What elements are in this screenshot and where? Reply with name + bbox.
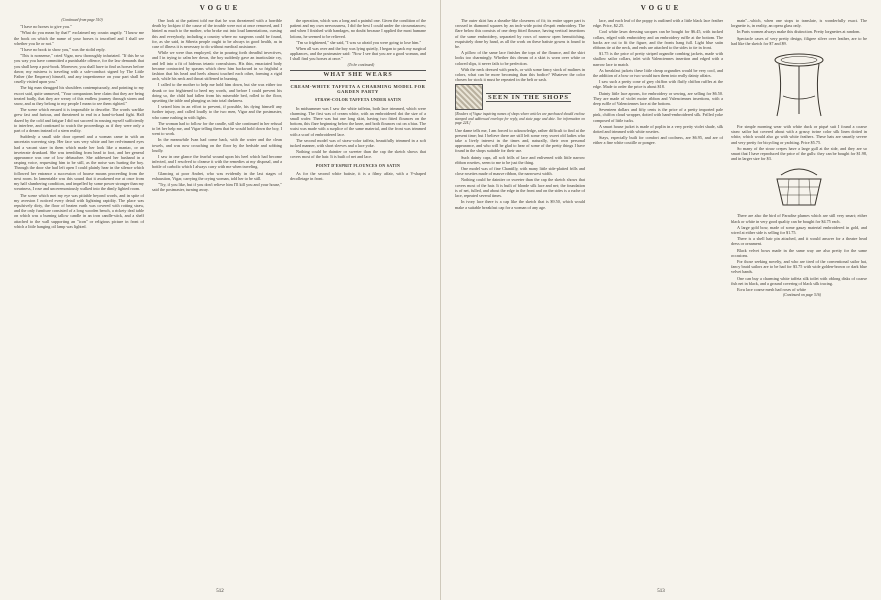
paragraph: "This is nonsense," cried Vigar, now thoroughly infuriated. "If this be so you way you have committed a punishable offence, for the law demands that you shall keep a post-book. Moreover, you shall have to find us horses before dawn; my mistress is traveling with a safe-conduct signed by The Little Father (the Emperor) himself, and any impertinence on your part shall be cruelly visited upon you." <box>14 53 144 85</box>
paragraph: As for the second white batiste, it is a filmy affair, with a V-shaped decolletage in front. <box>290 170 426 182</box>
paragraph: The outer skirt has a sheathe-like closeness of fit; its entire upper part is crossed in diamond squares by an inch-wide point d'esprit embroidery. The flare below this consists of one deep fitted flounce, having vertical insertions of the same embroidery, separated by rows of narrow open hemstitching, exquisitely done by hand, as all the work on these batiste gowns is found to be. <box>455 18 585 50</box>
paragraph: One look at the patient told me that he was threatened with a horrible death by lockjaw if the cause of the trouble were not at once removed, and I hinted as much to the mother, who broke out into loud lamentations, cursing this and everybody, including a country where no surgeons could be found, for, as she said, in Siberia people ought to be always in good health, as in case of illness it is necessary to do without medical assistance. <box>152 18 282 50</box>
right-page <box>441 0 881 600</box>
paragraph: When all was over and the boy was lying quietly, I began to pack my surgical appliances, and the postmaster said: "Now I see that you are a good woman, and I shall find you horses at once." <box>290 46 426 62</box>
right-column-3 <box>731 18 867 578</box>
paragraph: For simple morning wear with white duck or piqué suit I found a coarse straw sailor hat covered about with a grassy twine color silk linen dotted in white, which would also go with white feathers. These hats are smartly severe and very pretty for bicycling or yachting. Price $5.75. <box>731 124 867 145</box>
paragraph: So many of the straw crepes have a large gull at the side, and they are so smart that I have reproduced the price of the gulls: they can be bought for $1.98, and in larger size for $3. <box>731 145 867 162</box>
paragraph: A smart house jacket is made of poplin in a very pretty violet shade, silk dotted and trimmed with white rosettes. <box>593 123 723 135</box>
spectacle-case-illustration <box>731 50 867 120</box>
paragraph: As breakfast jackets these little cheap organdies would be very cool, and the addition of a bow or two would turn them into really dainty affairs. <box>593 67 723 79</box>
paragraph: Black velvet bows made in the same way are also pretty for the same occasions. <box>731 247 867 258</box>
paragraph: While we were thus employed, she in pouring forth dreadful invectives, and I in trying to calm her down, the boy suddenly gave an inarticulate cry, and fell into a fit of hideous tetanic convulsions. His thin, emaciated body became contracted by spasms which drew him backward in so frightful a fashion that his head and heels almost touched each other, forming a rigid arch, while his neck and throat stiffened in burning. <box>152 50 282 82</box>
paragraph: "I have no horses to give you." <box>20 24 72 30</box>
paragraph: I called to the mother to help me hold him down, but she was either too drunk or too frightened to heed my words, and before I could prevent his doing so, the child had fallen from his miserable bed, rolled to the floor, upsetting the table and plunging us into total darkness. <box>152 82 282 104</box>
section-heading: SEEN IN THE SHOPS <box>488 93 570 101</box>
paragraph: "I have no book to show you," was the stolid reply. <box>20 47 106 53</box>
section-heading: WHAT SHE WEARS <box>290 70 426 81</box>
paragraph: lace, and each leaf of the poppy is outlined with a little black lace feather edge. Price, $2.25. <box>593 18 723 29</box>
paragraph: Glancing at poor Andrei, who was evidently in the last stages of exhaustion, Vigar, carrying the crying woman, told her to be still. <box>152 170 282 181</box>
paragraph: $1.75 is the price of pretty striped organdie combing jackets, made with shallow sailor collars, inlet with Valenciennes insertion and edged with a narrow lace to match. <box>593 51 723 67</box>
basket-icon <box>769 165 829 209</box>
paragraph: In midsummer was I saw the white taffetas, both lace trimmed, which were charming. The first was of cream white, with an embroidered dot the size of a small wafer. There was but one long skirt, having two fitted flounces on the bottom, this flare beginning below the knee, and both flounces cut on a bias. The waist was made with a surplice of the same material, and the front was trimmed with a scarf of embroidered lace. <box>290 105 426 137</box>
paragraph: The woman had to follow for the candle, still she continued in her refusal to let her help me, and Vigar telling them that he would hold down the boy, I went to work. <box>152 120 282 137</box>
paragraph: I saw in one glance the fearful wound upon his heel which had become infected, and I resolved to cleanse it with the remedies at my disposal, and a bottle of carbolic which I always carry with me when traveling. <box>152 154 282 170</box>
paragraph: I saw such a pretty cone of grey chiffon with fluffy chiffon ruffles at the edge. Made to order the price is about $18. <box>593 79 723 90</box>
paragraph: The scene which met my eye was pitiable beyond words, and in spite of my aversion I noticed every detail with lightning rapidity. The place was repulsively dirty, the floor of beaten earth was covered with rotting straw, and the only furniture consisted of a long wooden bench, a rickety deal table on which was a burning tallow candle in an iron candle-stick, and a shelf attached to the wall supporting an "icon" or religious picture in front of which a little hanging oil lamp was lighted. <box>14 192 144 229</box>
to-be-continued: (To be continued) <box>347 62 375 67</box>
section-kicker: STRAW-COLOR TAFFETA UNDER SATIN <box>314 97 402 103</box>
paragraph: Dainty little lace aprons, for embroidery or sewing, are selling for $6.50. They are made of violet moire ribbon and Valenciennes insertions, with a deep ruffle of Valenciennes lace at the bottom. <box>593 90 723 107</box>
paragraph: In ivory lace there is a cap like the sketch that is $9.50, which would make a suitable breakfast cap for a woman of any age. <box>455 199 585 210</box>
paragraph: "Try, if you like, but if you don't relieve him I'll kill you and your house," said the postmaster, turning away. <box>152 182 282 193</box>
paragraph: The big man shrugged his shoulders contemptuously, and pointing to my escort said, quite unmoved, "Your companions here claim that they are being treated badly, that they are weary of this endless journey through storm and snow, and as they belong to my people I mean to see them righted." <box>14 85 144 107</box>
editor-note: [Readers of Vogue inquiring names of shops where articles are purchased should enclose stamped and addressed envelope for reply, and state page and date. See information on page 224.] <box>455 112 585 126</box>
paragraph: Nothing could be daintier or sweeter than the cap the sketch shows that covers most of the hair. It is built of net and lace. <box>290 149 426 160</box>
paragraph: A large gold bow, made of some gauzy material embroidered in gold, and wired at either side is selling for $1.75. <box>731 224 867 236</box>
dropcap-paragraph <box>455 128 585 154</box>
paragraph: In the meanwhile Ivan had come back, with the water and the clean towels, and was now crouching on the floor by the bedside and sobbing loudly. <box>152 137 282 153</box>
decorative-ornament-icon <box>455 84 483 110</box>
left-column-3 <box>290 18 426 578</box>
paragraph: The scene which ensued it is impossible to describe. The words warlike grew fast and furious, and threatened to end in a hand-to-hand fight. Half dazed by the cold and fatigue I did not succeed in rousing myself sufficiently to interfere, and continued to watch the proceedings as if they were only a part of a dream instead of a stern reality. <box>14 107 144 134</box>
paragraph: Seventeen dollars and fifty cents is the price of a pretty imported pale pink, chiffon cloud wrapper, dotted with hand-embroidered silk. Frilled yoke composed of little tucks. <box>593 107 723 123</box>
paragraph: There is a shell hair pin attached, and it would answer for a theatre head dress or ornament. <box>731 236 867 247</box>
paragraph: Such dainty caps, all soft frills of lace and enlivened with little narrow ribbon rosettes, seem to me to be just the thing. <box>455 154 585 165</box>
paragraph: For those seeking novelty, and who are tired of the conventional sailor hat, fancy braid sailors are to be had for $3.75 with wide golden-brown or dark blue velvet bands. <box>731 259 867 275</box>
paragraph: "What do you mean by that?" exclaimed my cousin angrily. "I know me the book on which the name of your horses is inscribed and I shall see whether you lie or not." <box>14 30 144 46</box>
paragraph: One model was of fine Chantilly, with many little side-plaited frills and close rosettes made of mauve ribbon, the narrowest width. <box>455 166 585 177</box>
paragraph: Ecru lace coarse mesh had roses of white <box>737 287 806 293</box>
paragraph: Stays, especially built for comfort and coolness, are $6.95, and are of either a fine white coutille or pongee. <box>593 135 723 146</box>
gold-bow-illustration <box>731 165 867 209</box>
paragraph: Suddenly a small side door opened and a woman came in with an uncertain wavering step. Her face was very white and her red-rimmed eyes had a vacant stare in them which made her look like a maniac, or an inveterate drunkard. She was trembling from head to foot, and her general appearance was one of low debauchee. She addressed her husband in a rasping voice, requesting him to be still, as the noise was hurting the boy. Through the door she had left open I could plainly hear in the silence which followed her entrance a succession of hoarse moans proceeding from the next room. In lamentable was this sound that it awakened me at once from my half slumbering condition, and impelled by some power stronger than my weariness, I rose and unceremoniously walked into the dimly lighted room. <box>14 134 144 192</box>
left-column-1 <box>14 18 144 578</box>
section-subheading: CREAM-WHITE TAFFETA A CHARMING MODEL FOR GARDEN PARTY <box>290 84 426 95</box>
paragraph: "I'm so frightened," she said, "I was so afraid you were going to lose him." <box>296 39 422 45</box>
paragraph: Spectacle cases of very pretty design, filigree silver over leather, are to be had like the sketch for $7 and $9. <box>731 35 867 46</box>
page-number-left: 512 <box>216 589 224 594</box>
seen-in-shops-header <box>455 84 585 110</box>
left-column-2 <box>152 18 282 578</box>
paragraph: the operation, which was a long and a painful one. Given the condition of the patient and my own nervousness, I did the best I could under the circumstances; and when I finished with bandages, no doubt because I applied the most humane lotions, he seemed to be relieved. <box>290 18 426 39</box>
masthead-right: VOGUE <box>640 4 682 12</box>
paragraph: In Paris women always make this distinction. Pretty lorgnettes at random. <box>737 29 861 35</box>
paragraph: Une dame tells me, I am forced to acknowledge, rather difficult to find at the present time; but I believe there are still left some very sweet old ladies who take a lively interest in the times and, naturally, their own personal appearance, and who will be glad to hear of some of the pretty things I have found in the shops suitable for their use. <box>455 127 585 154</box>
right-column-2 <box>593 18 723 578</box>
section-kicker-2: POINT D'ESPRIT FLOUNCES ON SATIN <box>315 162 401 168</box>
paragraph: I seized him in an effort to prevent, if possible, his dying himself any further injury, and called loudly to the two men, Vigar and the postmaster, who came rushing in with lights. <box>152 104 282 120</box>
right-column-1 <box>455 18 585 578</box>
continued-from: (Continued from page 510) <box>61 18 103 22</box>
paragraph: A pillow of the same lace finishes the tops of the flounce, and the skirt looks too charmingly. Whether this dream of a skirt is worn over white or colored slips, it never fails to be perfection. <box>455 50 585 66</box>
page-number-right: 513 <box>657 589 665 594</box>
paragraph: The second model was of straw-color taffeta, beautifully trimmed in a soft tucked manner, with short sleeves and a lace yoke. <box>290 137 426 149</box>
paragraph: One can buy a charming white taffeta silk toilet with oblong disks of coarse fish net in black, and a ground covering of black silk tracing. <box>731 275 867 286</box>
stool-icon <box>769 50 829 120</box>
masthead-left: VOGUE <box>199 4 241 12</box>
paragraph: Cool white lawn dressing sacques can be bought for $6.45, with tucked collars, edged with embroidery and an embroidery ruffle at the bottom. The backs are cut to fit the figure, and the fronts hang full. Light blue satin ribbons tie at the neck, and ends are attached to the sides to tie in front. <box>593 29 723 51</box>
continued-on: (Continued on page 516) <box>782 293 822 298</box>
paragraph: Nothing could be daintier or sweeter than the cap the sketch shows that covers most of the hair. It is built of blonde silk lace and net; the foundation is of net, fulled, and about the edge in the front and on the sides is a ruche of lace, repeated several times. <box>455 177 585 199</box>
paragraph: With the neck dressed with pearls, or with some fancy stock of malines in colors, what can be more becoming than this bodice? Whatever the color chosen for stock it must be repeated in the belt or sash. <box>455 66 585 83</box>
paragraph: main"...which, when one stops to translate, is wonderfully exact. The lorgnette is, in reality, an opera glass only. <box>731 18 867 29</box>
paragraph: There are also the bird of Paradise plumes which are still very smart; either black or white in very good quality can be bought for $4.75 each. <box>731 213 867 224</box>
